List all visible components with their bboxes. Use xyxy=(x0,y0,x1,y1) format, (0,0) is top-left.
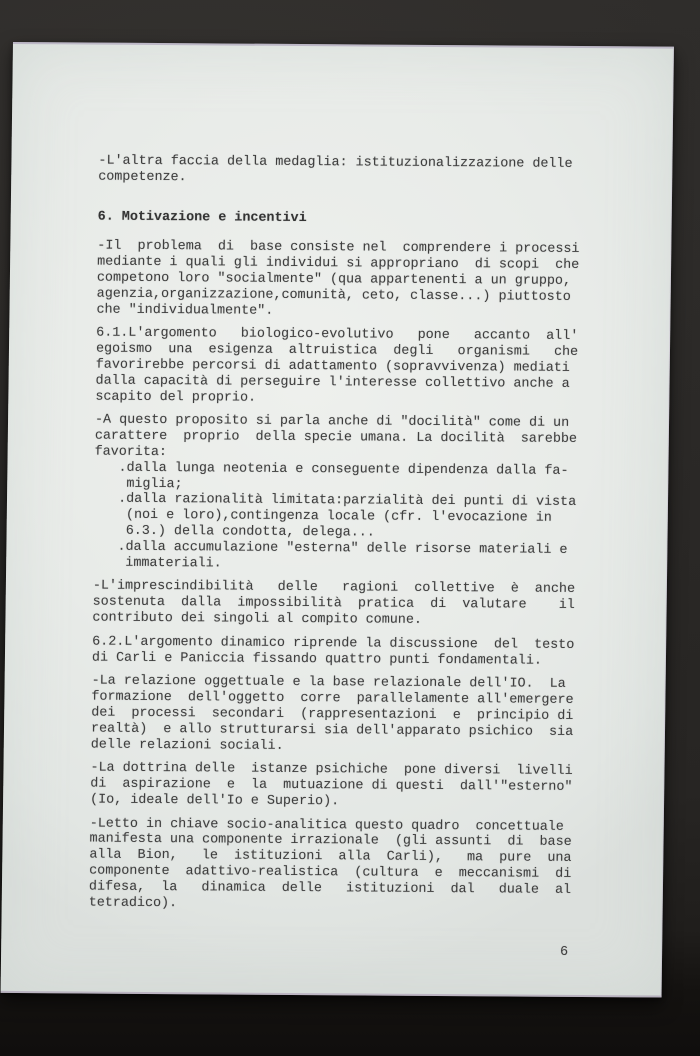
paragraph-dottrina-istanze: -La dottrina delle istanze psichiche pone diversi livelli di aspirazione e la mutuazione di questi dall'"esterno" (Io, ideale dell'Io e Superio). xyxy=(89,760,573,810)
page-number: 6 xyxy=(559,945,569,961)
paragraph-argomento-dinamico: 6.2.L'argomento dinamico riprende la discussione del testo di Carli e Paniccia fissando quattro punti fondamentali. xyxy=(91,634,575,669)
paragraph-imprescindibilita: -L'imprescindibilità delle ragioni collettive è anche sostenuta dalla impossibilità pratica di valutare il contributo dei singoli al compito comune. xyxy=(92,578,576,628)
paragraph-medaglia: -L'altra faccia della medaglia: istituzionalizzazione delle competenze. xyxy=(98,153,573,186)
section-heading-motivazione: 6. Motivazione e incentivi xyxy=(97,209,307,226)
paragraph-relazione-oggettuale: -La relazione oggettuale e la base relazionale dell'IO. La formazione dell'oggetto corre parallelamente all'emergere dei processi secondari (rappresentazioni e principio di realtà) e allo strutturarsi sia dell'apparato psichico sia delle relazioni sociali. xyxy=(90,673,574,754)
text-column xyxy=(88,154,591,962)
paragraph-chiave-socio-analitica: -Letto in chiave socio-analitica questo quadro concettuale manifesta una componente irrazionale (gli assunti di base alla Bion, le istituzioni alla Carli), ma pure una componente adattivo-realistica (cultura e meccanismi di difesa, la dinamica delle istituzioni dal duale al tetradico). xyxy=(88,816,572,911)
paragraph-problema-di-base: -Il problema di base consiste nel comprendere i processi mediante i quali gli individui si appropriano di scopi che competono loro "socialmente" (qua appartenenti a un gruppo, agenzia,organizzazione,comunità, ceto, classe...) piuttosto che "individualmente". xyxy=(96,238,580,319)
paragraph-argomento-biologico: 6.1.L'argomento biologico-evolutivo pone accanto all' egoismo una esigenza altruistica degli organismi che favorirebbe percorsi di adattamento (sopravvivenza) mediati dalla capacità di perseguire l'interesse collettivo anche a scapito del proprio. xyxy=(95,325,579,406)
paragraph-docilita-e-bullets: -A questo proposito si parla anche di "docilità" come di un carattere proprio della specie umana. La docilità sarebbe favorita: .dalla lunga neotenia e conseguente dipendenza dalla fa- miglia; .dalla razionalità limitata:parzialità dei punti di vista (noi e loro),contingenza locale (cfr. l'evocazione in 6.3.) della condotta, delega... .dalla accumulazione "esterna" delle risorse materiali e immateriali. xyxy=(93,412,578,572)
document-page xyxy=(1,42,674,998)
